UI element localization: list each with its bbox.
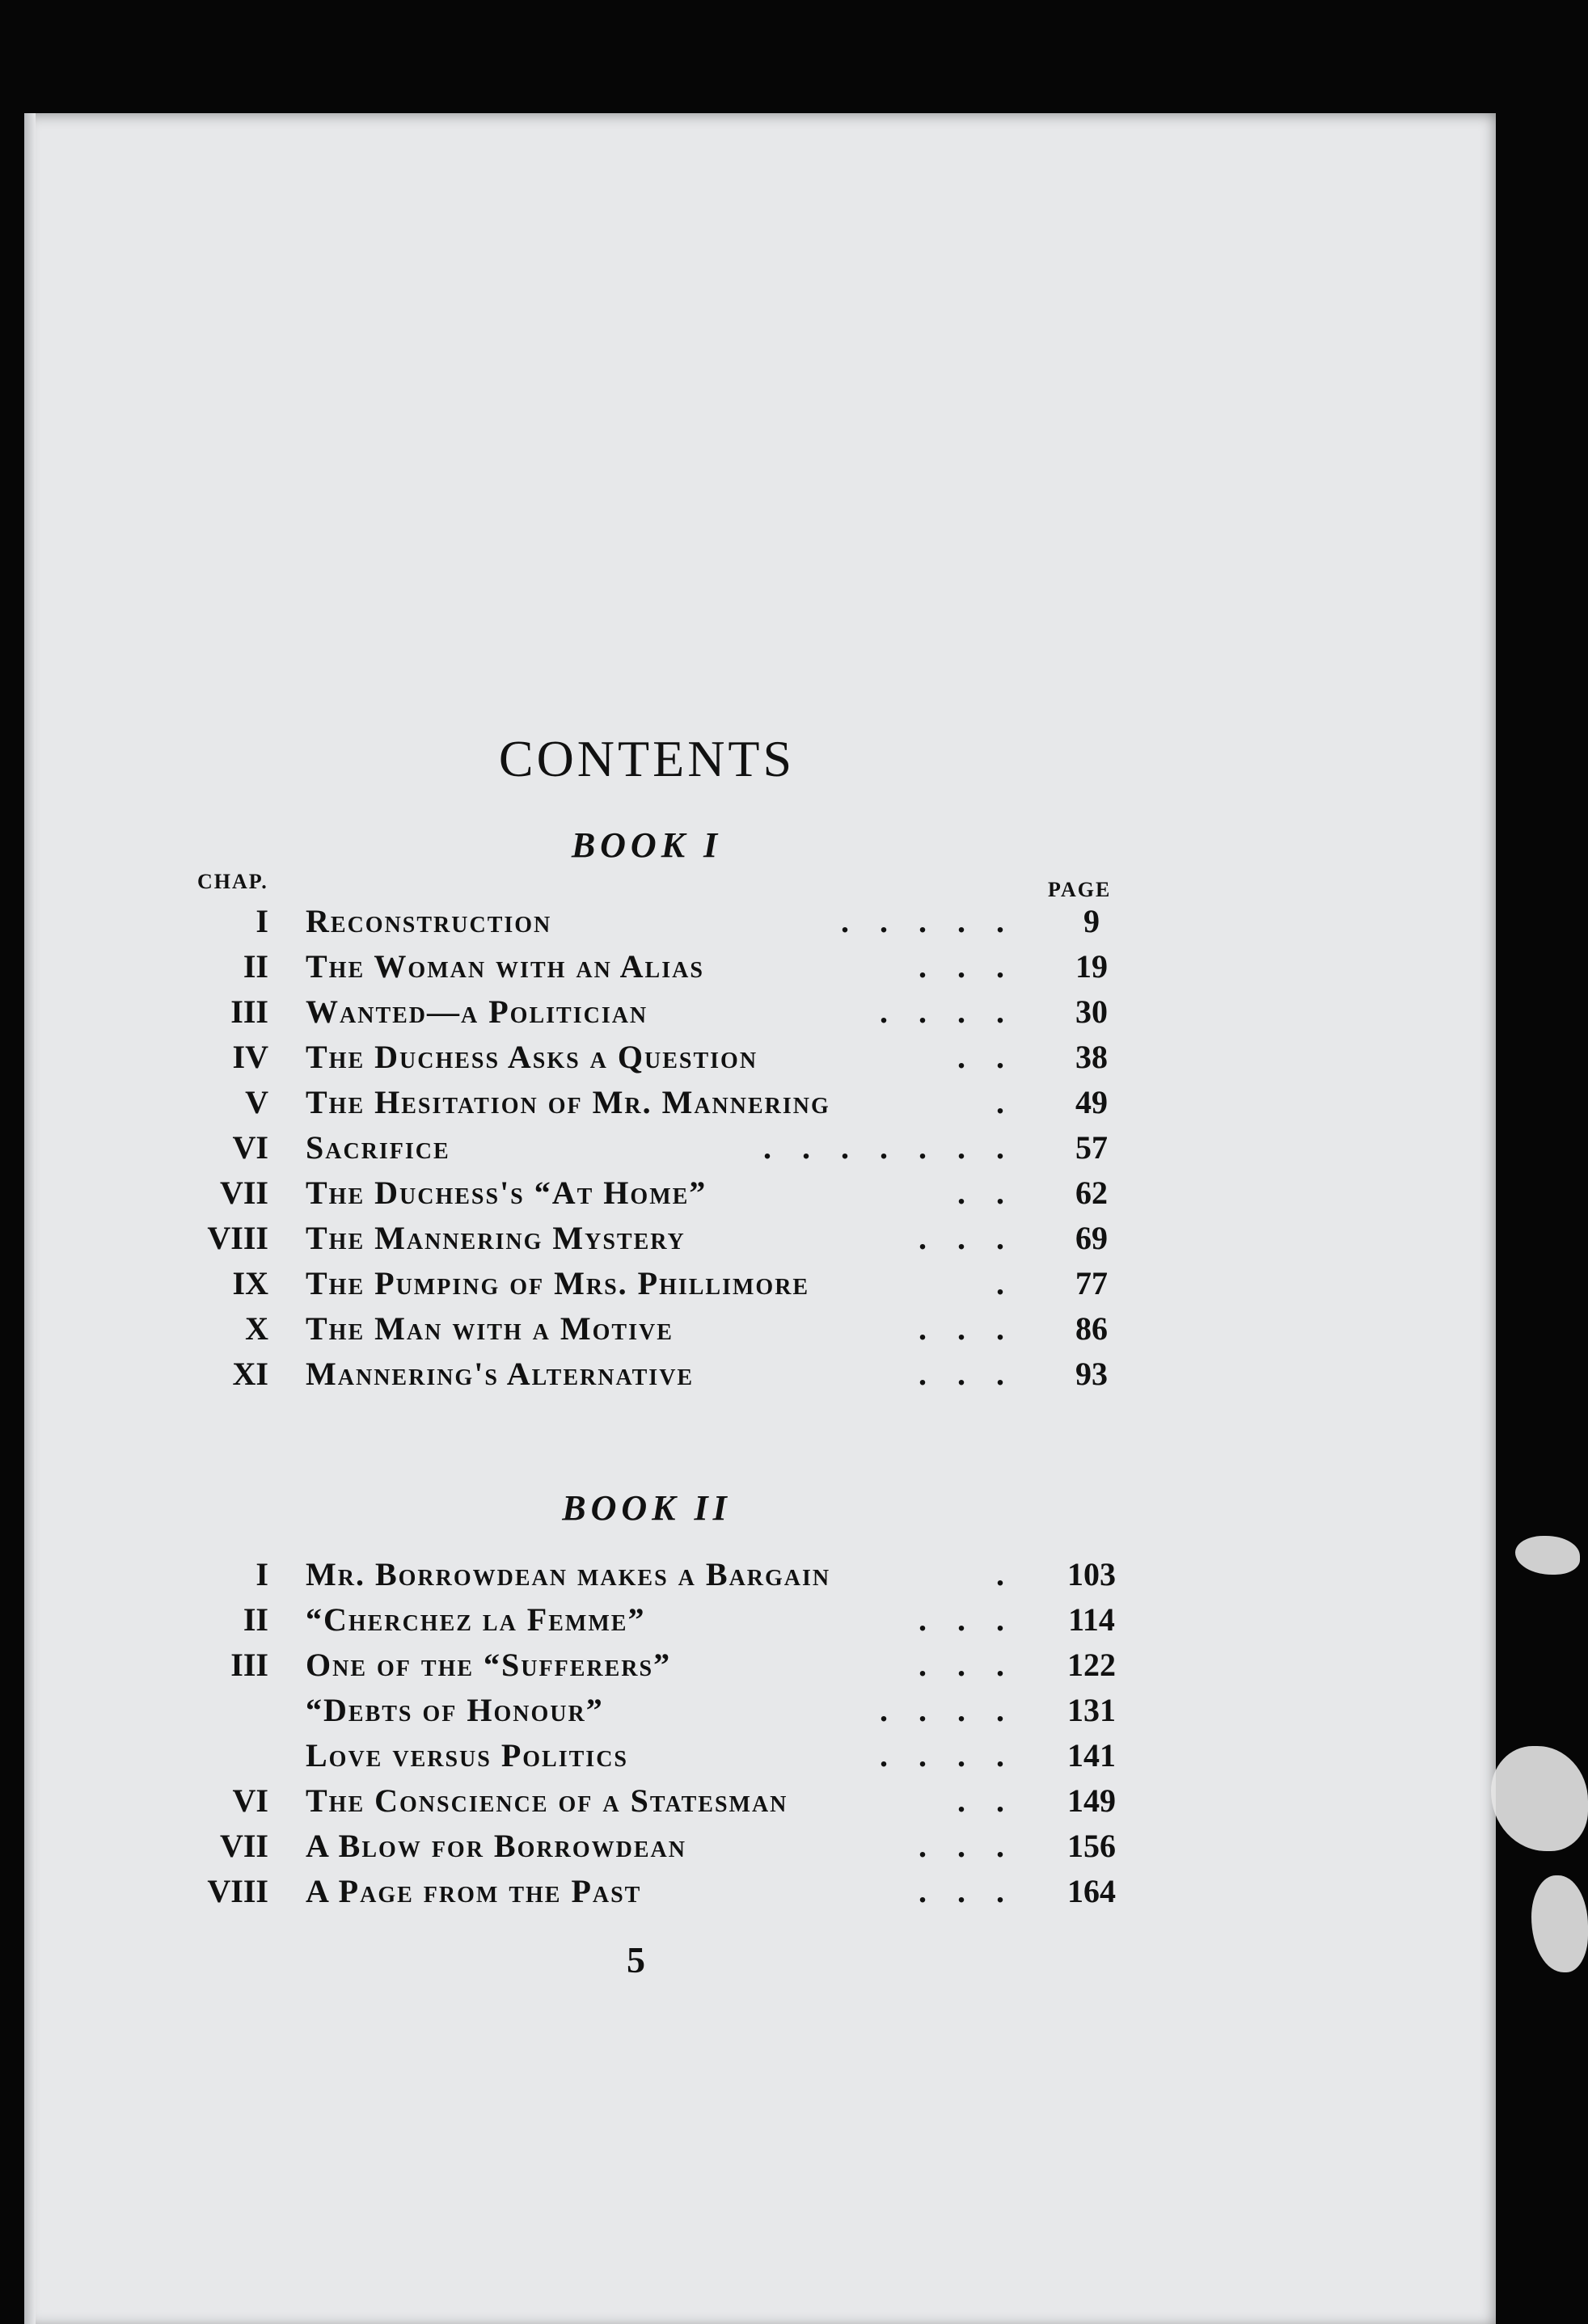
toc-entry — [0, 1352, 1588, 1397]
leader-dots: ..... — [841, 903, 1035, 939]
leader-dots: . — [996, 1084, 1035, 1120]
chapter-number: XI — [232, 1356, 268, 1392]
chapter-title: Mr. Borrowdean makes a Bargain — [306, 1556, 831, 1592]
chapter-number: V — [245, 1084, 268, 1120]
page-folio-number: 5 — [627, 1939, 645, 1980]
chapter-title: The Duchess Asks a Question — [306, 1039, 758, 1075]
leader-dots: .... — [880, 1692, 1035, 1728]
page-number: 149 — [1067, 1782, 1116, 1819]
leader-dots: . — [996, 1265, 1035, 1301]
chapter-number: VI — [232, 1782, 268, 1819]
chapter-number: IV — [232, 1039, 268, 1075]
leader-dots: . — [996, 1556, 1035, 1592]
book-1-contents-list — [0, 899, 1588, 1397]
chapter-title: The Conscience of a Statesman — [306, 1782, 788, 1819]
toc-entry — [0, 944, 1588, 989]
chapter-number: II — [243, 948, 268, 985]
page-number: 122 — [1067, 1647, 1116, 1683]
leader-dots: ....... — [763, 1129, 1035, 1166]
leader-dots: .. — [957, 1039, 1035, 1075]
chapter-column-header: CHAP. — [197, 870, 268, 893]
chapter-title: Reconstruction — [306, 903, 552, 939]
leader-dots: ... — [919, 1601, 1035, 1638]
toc-entry — [0, 1778, 1588, 1824]
toc-entry — [0, 1733, 1588, 1778]
page-number: 30 — [1075, 993, 1108, 1030]
page-number: 156 — [1067, 1828, 1116, 1864]
toc-entry — [0, 1824, 1588, 1869]
page-number: 114 — [1068, 1601, 1115, 1638]
chapter-number: VI — [232, 1129, 268, 1166]
page-number: 19 — [1075, 948, 1108, 985]
toc-entry — [0, 1035, 1588, 1080]
leader-dots: ... — [919, 1310, 1035, 1347]
chapter-title: Mannering's Alternative — [306, 1356, 695, 1392]
leader-dots: .... — [880, 993, 1035, 1030]
chapter-number: II — [243, 1601, 268, 1638]
leader-dots: ... — [919, 1828, 1035, 1864]
toc-entry — [0, 1597, 1588, 1643]
toc-entry — [0, 1125, 1588, 1170]
chapter-number: I — [256, 1556, 268, 1592]
leader-dots: ... — [919, 1647, 1035, 1683]
page-number: 9 — [1083, 903, 1100, 939]
book-1-label: BOOK I — [571, 825, 723, 865]
chapter-number: I — [256, 903, 268, 939]
page-number: 141 — [1067, 1737, 1116, 1774]
chapter-number: VIII — [207, 1873, 268, 1909]
book-2-label: BOOK II — [562, 1488, 732, 1528]
chapter-title: The Hesitation of Mr. Mannering — [306, 1084, 830, 1120]
leader-dots: ... — [919, 1356, 1035, 1392]
chapter-title: The Man with a Motive — [306, 1310, 674, 1347]
page-number: 57 — [1075, 1129, 1108, 1166]
chapter-title: “Cherchez la Femme” — [306, 1601, 646, 1638]
page-column-header: PAGE — [1048, 878, 1112, 901]
page-number: 131 — [1067, 1692, 1116, 1728]
toc-entry — [0, 1216, 1588, 1261]
page-number: 62 — [1075, 1175, 1108, 1211]
chapter-title: “Debts of Honour” — [306, 1692, 604, 1728]
leader-dots: .. — [957, 1175, 1035, 1211]
toc-entry — [0, 1080, 1588, 1125]
chapter-number: III — [230, 993, 268, 1030]
chapter-title: The Woman with an Alias — [306, 948, 704, 985]
leader-dots: ... — [919, 948, 1035, 985]
toc-entry — [0, 1643, 1588, 1688]
page-number: 69 — [1075, 1220, 1108, 1256]
page-number: 77 — [1075, 1265, 1108, 1301]
toc-entry — [0, 1170, 1588, 1216]
chapter-number: X — [245, 1310, 268, 1347]
toc-entry — [0, 1261, 1588, 1306]
page-number: 164 — [1067, 1873, 1116, 1909]
chapter-number: VIII — [207, 1220, 268, 1256]
chapter-title: The Duchess's “At Home” — [306, 1175, 707, 1211]
page-number: 86 — [1075, 1310, 1108, 1347]
chapter-title: Sacrifice — [306, 1129, 450, 1166]
toc-entry — [0, 899, 1588, 944]
chapter-number: VII — [219, 1175, 268, 1211]
leader-dots: ... — [919, 1220, 1035, 1256]
page-number: 49 — [1075, 1084, 1108, 1120]
chapter-title: Wanted—a Politician — [306, 993, 648, 1030]
chapter-title: The Mannering Mystery — [306, 1220, 686, 1256]
leader-dots: .... — [880, 1737, 1035, 1774]
chapter-number: III — [230, 1647, 268, 1683]
toc-entry — [0, 1688, 1588, 1733]
toc-entry — [0, 1869, 1588, 1914]
toc-entry — [0, 1552, 1588, 1597]
toc-entry — [0, 1306, 1588, 1352]
page-number: 93 — [1075, 1356, 1108, 1392]
chapter-title: One of the “Sufferers” — [306, 1647, 672, 1683]
leader-dots: .. — [957, 1782, 1035, 1819]
chapter-title: A Page from the Past — [306, 1873, 642, 1909]
chapter-title: The Pumping of Mrs. Phillimore — [306, 1265, 810, 1301]
chapter-number: IX — [232, 1265, 268, 1301]
toc-entry — [0, 989, 1588, 1035]
book-2-contents-list — [0, 1552, 1588, 1914]
leader-dots: ... — [919, 1873, 1035, 1909]
page-number: 103 — [1067, 1556, 1116, 1592]
page-number: 38 — [1075, 1039, 1108, 1075]
chapter-title: Love versus Politics — [306, 1737, 628, 1774]
chapter-number: VII — [219, 1828, 268, 1864]
contents-title: CONTENTS — [498, 730, 796, 787]
chapter-title: A Blow for Borrowdean — [306, 1828, 686, 1864]
